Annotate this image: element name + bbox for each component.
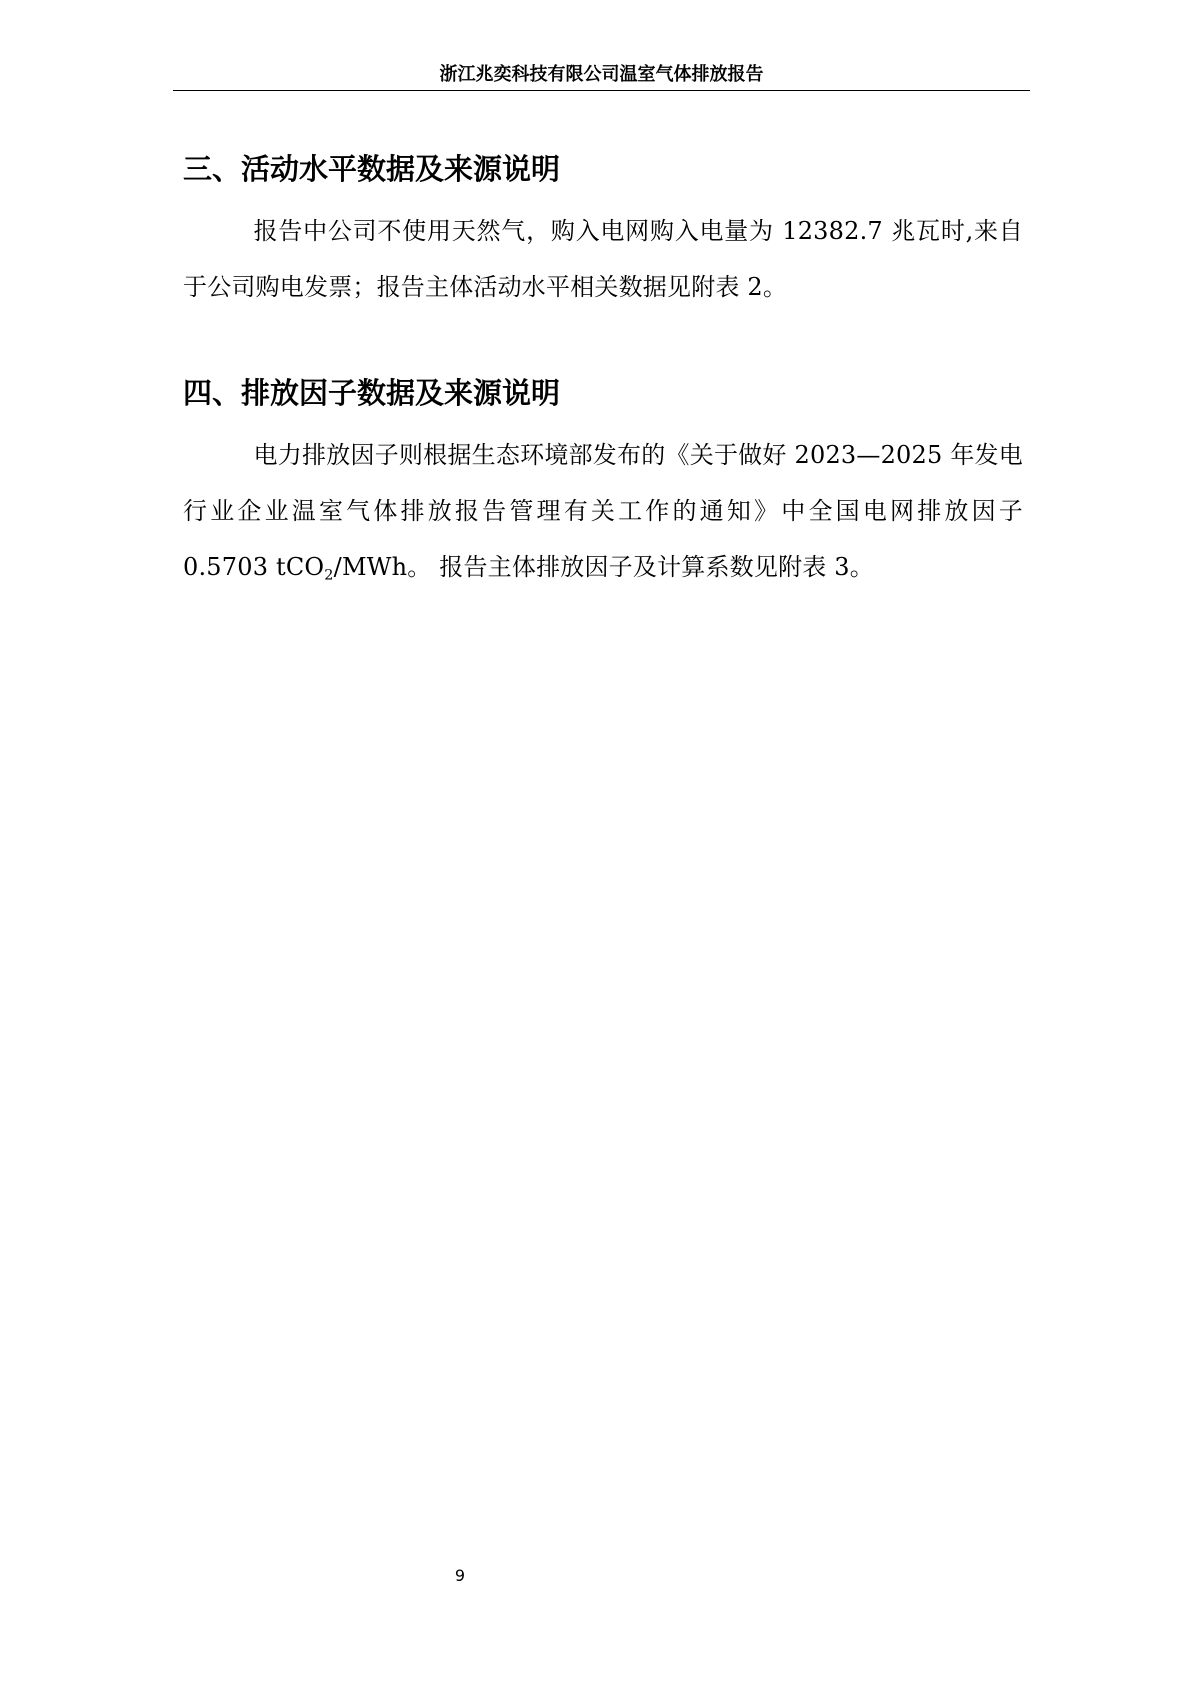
emission-factor-text-main: 电力排放因子则根据生态环境部发布的《关于做好 2023—2025 年发电行业企业温室气体排放报告管理有关工作的通知》中全国电网排放因子 0.5703 tCO — [183, 441, 1023, 581]
running-header-title: 浙江兆奕科技有限公司温室气体排放报告 — [439, 64, 764, 85]
emission-factor-paragraph — [183, 427, 1023, 595]
emission-factor-text-tail: /MWh。 报告主体排放因子及计算系数见附表 3。 — [333, 553, 874, 581]
header-rule — [173, 90, 1030, 91]
co2-subscript: 2 — [324, 567, 334, 584]
page-number: 9 — [454, 1566, 466, 1585]
section-heading-emission-factors: 四、排放因子数据及来源说明 — [183, 376, 561, 410]
activity-data-paragraph: 报告中公司不使用天然气，购入电网购入电量为 12382.7 兆瓦时,来自于公司购电发票；报告主体活动水平相关数据见附表 2。 — [183, 217, 1023, 301]
section-heading-activity-data: 三、活动水平数据及来源说明 — [183, 152, 561, 186]
